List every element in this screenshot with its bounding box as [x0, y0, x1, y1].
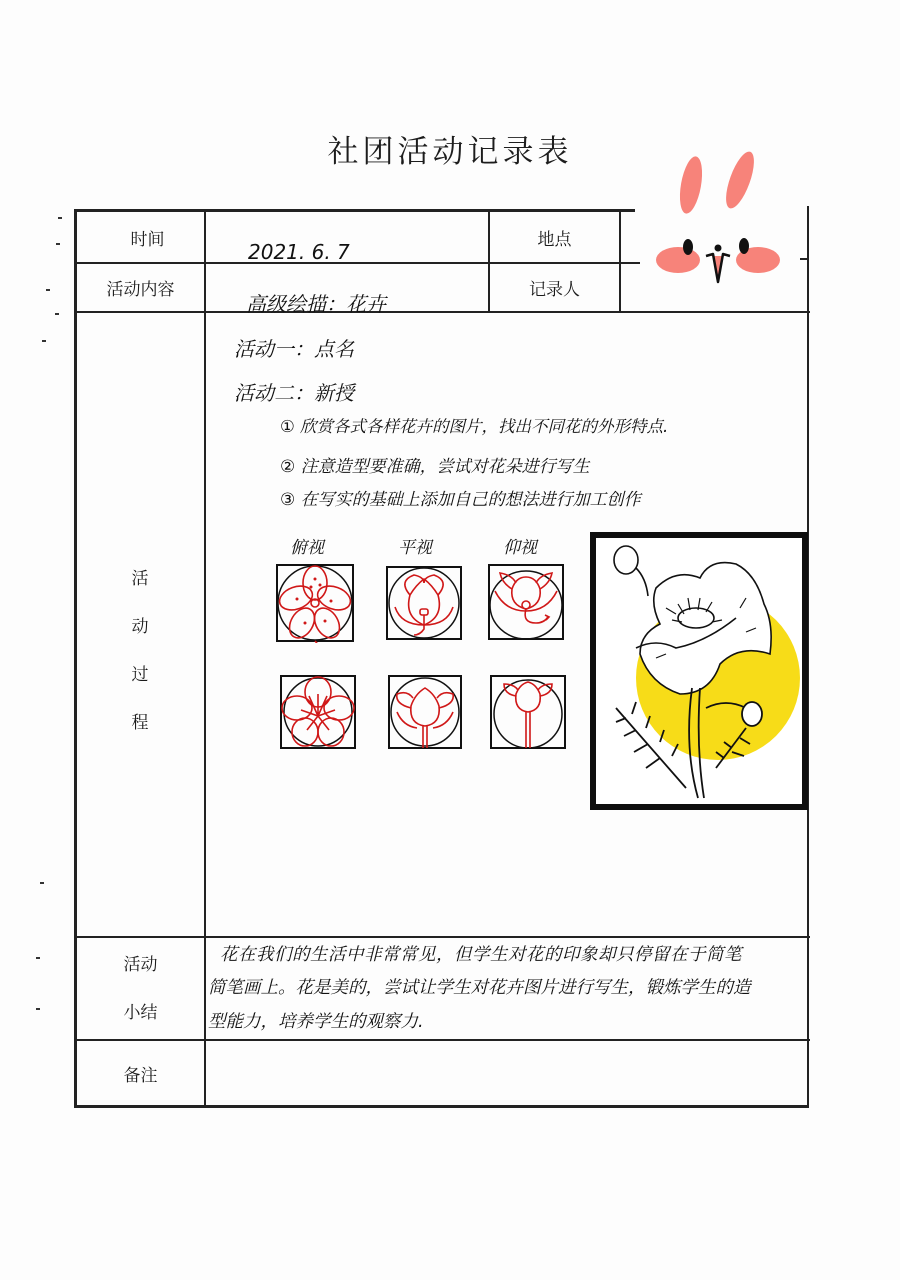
view-label-side: 平视 — [398, 538, 432, 558]
content-value[interactable]: 高级绘描：花卉 — [246, 292, 386, 316]
margin-speck — [36, 1008, 40, 1010]
col-divider-3 — [619, 209, 621, 312]
step-3: ③ 在写实的基础上添加自己的想法进行加工创作 — [280, 490, 641, 510]
bunny-face-sticker — [640, 140, 790, 300]
bunny-right-ear-icon — [720, 148, 759, 211]
poppy-drawing — [596, 538, 802, 804]
flower-sketch-bottom-view-2 — [489, 674, 567, 750]
margin-speck — [55, 313, 59, 315]
process-label-char: 活 — [131, 569, 149, 589]
time-value[interactable]: 2021. 6. 7 — [248, 240, 350, 264]
process-label-char: 过 — [131, 665, 149, 685]
summary-line-1[interactable]: 花在我们的生活中非常常见，但学生对花的印象却只停留在于简笔 — [220, 945, 742, 965]
table-border-bottom — [74, 1105, 809, 1108]
view-label-bottom: 仰视 — [503, 538, 537, 558]
flower-sketch-bottom-view-1 — [487, 563, 565, 641]
bunny-left-cheek-icon — [656, 247, 700, 273]
flower-sketch-top-view-1 — [275, 563, 355, 643]
summary-label — [77, 938, 204, 1039]
process-label-char: 动 — [131, 617, 149, 637]
location-label: 地点 — [537, 229, 572, 250]
process-label — [75, 555, 205, 747]
margin-speck — [42, 340, 46, 342]
summary-label-line: 活动 — [123, 954, 158, 975]
step-1: ① 欣赏各式各样花卉的图片，找出不同花的外形特点. — [280, 417, 669, 436]
flower-sketch-top-view-2 — [279, 674, 357, 750]
bunny-right-eye-icon — [739, 238, 749, 254]
recorder-label: 记录人 — [529, 280, 580, 300]
summary-label-line: 小结 — [123, 1002, 158, 1023]
remarks-label: 备注 — [123, 1065, 158, 1086]
view-label-top: 俯视 — [290, 538, 324, 558]
margin-speck — [58, 217, 62, 219]
margin-speck — [56, 243, 60, 245]
row-divider-1b — [800, 258, 808, 260]
document-title: 社团活动记录表 — [327, 134, 573, 170]
process-label-char: 程 — [131, 713, 149, 733]
margin-speck — [40, 882, 44, 884]
margin-speck — [36, 957, 40, 959]
bunny-left-eye-icon — [683, 239, 693, 255]
activity-1: 活动一：点名 — [234, 337, 354, 361]
row-divider-2 — [75, 311, 810, 313]
time-label: 时间 — [130, 229, 165, 250]
summary-line-3[interactable]: 型能力，培养学生的观察力. — [208, 1012, 424, 1032]
step-2: ② 注意造型要准确，尝试对花朵进行写生 — [280, 457, 590, 477]
activity-2: 活动二：新授 — [234, 381, 354, 405]
flower-sketch-side-view-1 — [385, 565, 463, 641]
summary-line-2[interactable]: 简笔画上。花是美的，尝试让学生对花卉图片进行写生，锻炼学生的造 — [208, 978, 751, 998]
margin-speck — [46, 289, 50, 291]
content-label: 活动内容 — [106, 280, 175, 300]
poppy-illustration — [590, 532, 808, 810]
flower-sketch-side-view-2 — [387, 674, 463, 750]
